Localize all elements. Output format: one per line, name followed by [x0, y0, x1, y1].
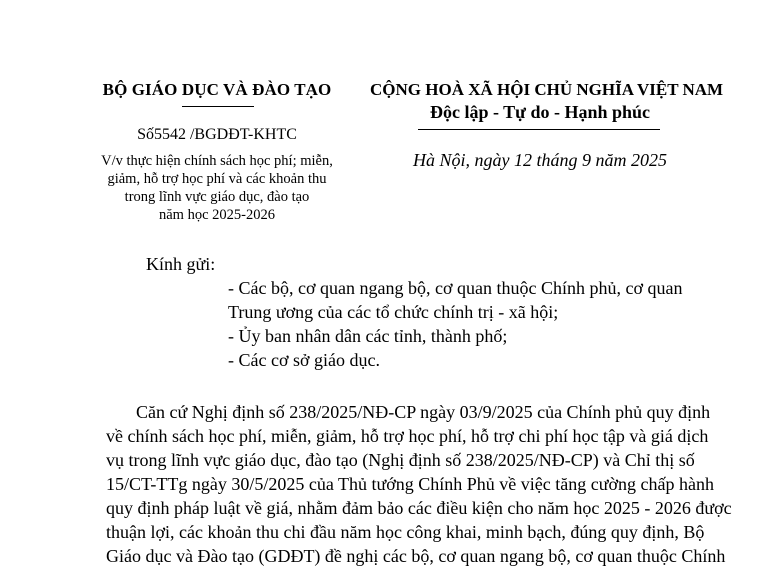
- recipient-line: - Các bộ, cơ quan ngang bộ, cơ quan thuộc Chính phủ, cơ quan: [228, 278, 683, 298]
- subject-line: trong lĩnh vực giáo dục, đào tạo: [124, 189, 310, 205]
- body-line: về chính sách học phí, miễn, giảm, hỗ trợ học phí, hỗ trợ chi phí học tập và giá dịch: [106, 426, 709, 446]
- recipient-line: - Ủy ban nhân dân các tỉnh, thành phố;: [228, 326, 508, 346]
- body-line: Căn cứ Nghị định số 238/2025/NĐ-CP ngày 03/9/2025 của Chính phủ quy định: [136, 402, 711, 422]
- body-line: Giáo dục và Đào tạo (GDĐT) đề nghị các bộ, cơ quan ngang bộ, cơ quan thuộc Chính: [106, 546, 726, 566]
- ministry-underline: [182, 106, 254, 107]
- body-line: 15/CT-TTg ngày 30/5/2025 của Thủ tướng Chính Phủ về việc tăng cường chấp hành: [106, 474, 714, 494]
- subject-line: năm học 2025-2026: [159, 207, 275, 223]
- body-line: quy định pháp luật về giá, nhằm đảm bảo các điều kiện cho năm học 2025 - 2026 được: [106, 498, 732, 518]
- salutation-greeting: Kính gửi:: [146, 254, 216, 274]
- document-subject: [100, 152, 334, 224]
- body-line: vụ trong lĩnh vực giáo dục, đào tạo (Nghị định số 238/2025/NĐ-CP) và Chỉ thị số: [106, 450, 695, 470]
- body-paragraph: [106, 400, 732, 568]
- national-title: CỘNG HOÀ XÃ HỘI CHỦ NGHĨA VIỆT NAM: [370, 80, 724, 99]
- motto-underline: [418, 129, 660, 130]
- subject-line: V/v thực hiện chính sách học phí; miễn,: [101, 153, 333, 169]
- recipient-list: [228, 276, 682, 372]
- recipient-line: - Các cơ sở giáo dục.: [228, 350, 380, 370]
- document-number: Số5542 /BGDĐT-KHTC: [137, 126, 297, 143]
- subject-line: giảm, hỗ trợ học phí và các khoản thu: [107, 171, 327, 187]
- recipient-line: Trung ương của các tổ chức chính trị - xã hội;: [228, 302, 559, 322]
- place-and-date: Hà Nội, ngày 12 tháng 9 năm 2025: [413, 150, 667, 170]
- body-line: thuận lợi, các khoản thu chi đầu năm học công khai, minh bạch, đúng quy định, Bộ: [106, 522, 705, 542]
- national-motto: Độc lập - Tự do - Hạnh phúc: [429, 102, 651, 122]
- issuing-ministry: BỘ GIÁO DỤC VÀ ĐÀO TẠO: [102, 80, 332, 99]
